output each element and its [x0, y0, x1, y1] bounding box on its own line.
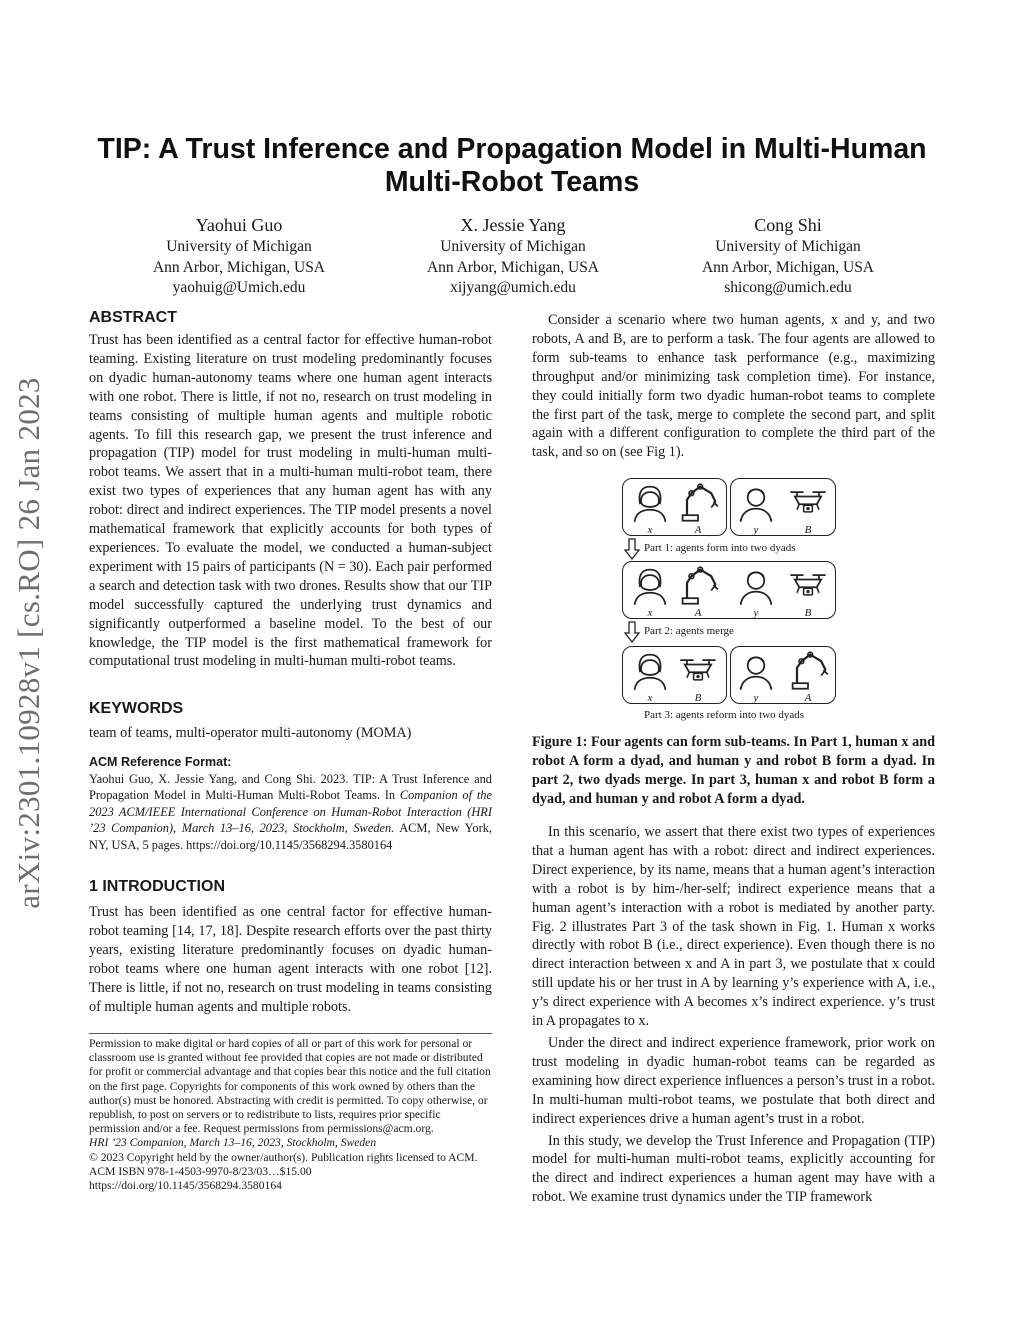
female-person-icon — [628, 480, 672, 524]
robot-A-part1 — [672, 478, 724, 534]
author-affiliation: University of Michigan — [166, 238, 312, 255]
human-x-part3 — [624, 646, 676, 702]
footnote-isbn: ACM ISBN 978-1-4503-9970-8/23/03…$15.00 — [89, 1164, 312, 1178]
label-y: y — [753, 607, 759, 619]
footnote-permission: Permission to make digital or hard copies of all or part of this work for personal or classroom use is granted without fee provided that copies are not made or distributed for profit or commercial advantage and that copies bear this notice and the full citation on the first page. Copyrights for components of this work owned by others than the author(s) must be honored. Abstracting with credit is permitted. To copy otherwise, or republish, to post on servers or to redistribute to lists, requires prior specific permission and/or a fee. Request permissions from permissions@acm.org. — [89, 1037, 491, 1136]
part1-label: Part 1: agents form into two dyads — [644, 542, 796, 554]
intro-heading: 1 INTRODUCTION — [89, 878, 225, 895]
footnote — [89, 1037, 492, 1193]
right-para-1: Consider a scenario where two human agents, x and y, and two robots, A and B, are to perform a task. The four agents are allowed to form sub-teams to enhance task performance (e.g., maximizing throughput and/or minimizing task completion time). For instance, they could initially form two dyadic human-robot teams to complete the first part of the task, merge to complete the second part, and split again with a different configuration to complete the third part of the task, and so on (see Fig 1). — [532, 312, 935, 461]
acm-reference-tail: ACM, New York, NY, USA, 5 pages. https://doi.org/10.1145/3568294.3580164 — [89, 821, 492, 852]
footnote-doi: https://doi.org/10.1145/3568294.3580164 — [89, 1179, 282, 1193]
human-x-part1 — [624, 478, 676, 534]
author-location: Ann Arbor, Michigan, USA — [152, 258, 326, 276]
acm-reference-authors: Yaohui Guo, X. Jessie Yang, and Cong Shi. 2023. TIP: A Trust Inference and Propagation Model in Multi-Human Multi-Robot Teams. In — [89, 771, 492, 802]
paper-title — [80, 133, 944, 199]
label-y: y — [753, 692, 759, 704]
label-x: x — [647, 607, 653, 619]
label-y: y — [753, 524, 759, 536]
human-y-part1 — [730, 478, 782, 534]
author-email: shicong@umich.edu — [724, 279, 852, 296]
right-para-3: Under the direct and indirect experience framework, prior work on trust modeling in dyadic human-robot teams can be regarded as examining how direct experience influences a person’s trust in a robot. In multi-human multi-robot teams, we postulate that both direct and indirect experiences drive a human agent’s trust in a robot. — [532, 1034, 935, 1127]
female-person-icon — [628, 648, 672, 692]
label-B: B — [804, 607, 812, 619]
author-location: Ann Arbor, Michigan, USA — [701, 258, 875, 276]
drone-icon — [786, 480, 830, 524]
intro-paragraph: Trust has been identified as one central factor for effective human-robot teaming [14, 17, 18]. Despite research efforts over the past thirty years, existing literature predominantly focuses on dyadic human-robot teams where one human agent interacts with one robot [12]. There is little, if not no, research on trust modeling in teams consisting of multiple human agents and multiple robots. — [89, 904, 492, 1015]
human-x-part2 — [624, 561, 676, 617]
author-name: Yaohui Guo — [195, 215, 283, 235]
abstract-heading: ABSTRACT — [89, 309, 177, 326]
title-line-2: Multi-Robot Teams — [384, 166, 640, 198]
author-block-3 — [648, 213, 928, 299]
footnote-divider — [89, 1033, 492, 1034]
label-x: x — [647, 524, 653, 536]
author-affiliation: University of Michigan — [440, 238, 586, 255]
label-B: B — [804, 524, 812, 536]
right-para-2: In this scenario, we assert that there exist two types of experiences that a human agent has with a robot: direct and indirect experiences. Direct experience, by its name, means that a human agent’s interaction with a robot is by him-/her-self; indirect experience means that a human agent’s interaction with a robot is mediated by another party. Fig. 2 illustrates Part 3 of the task shown in Fig. 1. Human x works directly with robot B (i.e., direct experience). Even though there is no direct interaction between x and A in part 3, we postulate that x could still update his or her trust in A by learning y’s experience with A, i.e., y’s direct experience with A becomes x’s indirect experience. y’s trust in A propagates to x. — [532, 824, 935, 1030]
author-name: X. Jessie Yang — [460, 215, 566, 235]
intro-text — [89, 903, 492, 1016]
keywords-text: team of teams, multi-operator multi-autonomy (MOMA) — [89, 725, 412, 741]
author-location: Ann Arbor, Michigan, USA — [426, 258, 600, 276]
female-person-icon — [628, 563, 672, 607]
author-name: Cong Shi — [754, 215, 822, 235]
down-arrow-icon — [624, 621, 640, 646]
part2-label: Part 2: agents merge — [644, 625, 734, 637]
author-block-1 — [99, 213, 379, 299]
label-x: x — [647, 692, 653, 704]
footnote-venue: HRI ’23 Companion, March 13–16, 2023, Stockholm, Sweden — [89, 1136, 377, 1150]
part3-label: Part 3: agents reform into two dyads — [644, 709, 805, 721]
robot-arm-icon — [676, 563, 720, 607]
robot-arm-icon — [786, 648, 830, 692]
author-block-2 — [373, 213, 653, 299]
title-line-1: TIP: A Trust Inference and Propagation Model in Multi-Human — [97, 133, 927, 165]
robot-A-part3 — [782, 646, 834, 702]
arxiv-stamp: arXiv:2301.10928v1 [cs.RO] 26 Jan 2023 — [11, 376, 46, 909]
author-affiliation: University of Michigan — [715, 238, 861, 255]
male-person-icon — [734, 480, 778, 524]
label-A: A — [804, 692, 812, 704]
figure-1-caption: Figure 1: Four agents can form sub-teams. In Part 1, human x and robot A form a dyad, and human y and robot B form a dyad. In part 2, two dyads merge. In part 3, human x and robot B form a dyad, and human y and robot A form a dyad. — [532, 734, 935, 807]
figure-1 — [622, 478, 934, 728]
down-arrow-icon — [624, 538, 640, 563]
abstract-paragraph: Trust has been identified as a central factor for effective human-robot teaming. Existing literature on trust modeling predominantly focuses on dyadic human-autonomy teams where one human agent interacts with one robot. There is little, if not no, research on trust modeling in teams consisting of multiple human agents and multiple robotic agents. To fill this research gap, we present the trust inference and propagation (TIP) model for trust modeling in multi-human multi-robot teams. We assert that in a multi-human multi-robot team, there exist two types of experiences that any human agent has with any robot: direct and indirect experiences. The TIP model presents a novel mathematical framework that explicitly accounts for both types of experiences. To evaluate the model, we conducted a human-subject experiment with 15 pairs of participants (N = 30). Each pair performed a search and detection task with two drones. Results show that our TIP model successfully captured the underlying trust dynamics and significantly outperformed a baseline model. To the best of our knowledge, the TIP model is the first mathematical framework for computational trust modeling in multi-human multi-robot teams. — [89, 332, 492, 670]
acm-reference-heading: ACM Reference Format: — [89, 755, 232, 769]
robot-B-part3 — [672, 646, 724, 702]
human-y-part2 — [730, 561, 782, 617]
author-email: xijyang@umich.edu — [450, 279, 576, 296]
right-col-body — [532, 823, 935, 1207]
drone-icon — [786, 563, 830, 607]
label-B: B — [694, 692, 702, 704]
drone-icon — [676, 648, 720, 692]
robot-B-part2 — [782, 561, 834, 617]
robot-B-part1 — [782, 478, 834, 534]
author-email: yaohuig@Umich.edu — [172, 279, 306, 296]
label-A: A — [694, 524, 702, 536]
acm-reference — [89, 754, 492, 853]
robot-arm-icon — [676, 480, 720, 524]
label-A: A — [694, 607, 702, 619]
keywords-heading: KEYWORDS — [89, 700, 184, 717]
robot-A-part2 — [672, 561, 724, 617]
abstract-text — [89, 331, 492, 671]
footnote-copyright: © 2023 Copyright held by the owner/author(s). Publication rights licensed to ACM. — [89, 1150, 478, 1164]
male-person-icon — [734, 563, 778, 607]
human-y-part3 — [730, 646, 782, 702]
male-person-icon — [734, 648, 778, 692]
right-para-4: In this study, we develop the Trust Inference and Propagation (TIP) model for multi-human multi-robot teams, explicitly accounting for the direct and indirect experiences a human agent may have with a robot. We examine trust dynamics under the TIP framework — [532, 1132, 935, 1206]
acm-reference-venue: Companion of the 2023 ACM/IEEE International Conference on Human-Robot Interaction (HRI ’23 Companion), March 13–16, 2023, Stockholm, Sweden. — [89, 788, 492, 835]
